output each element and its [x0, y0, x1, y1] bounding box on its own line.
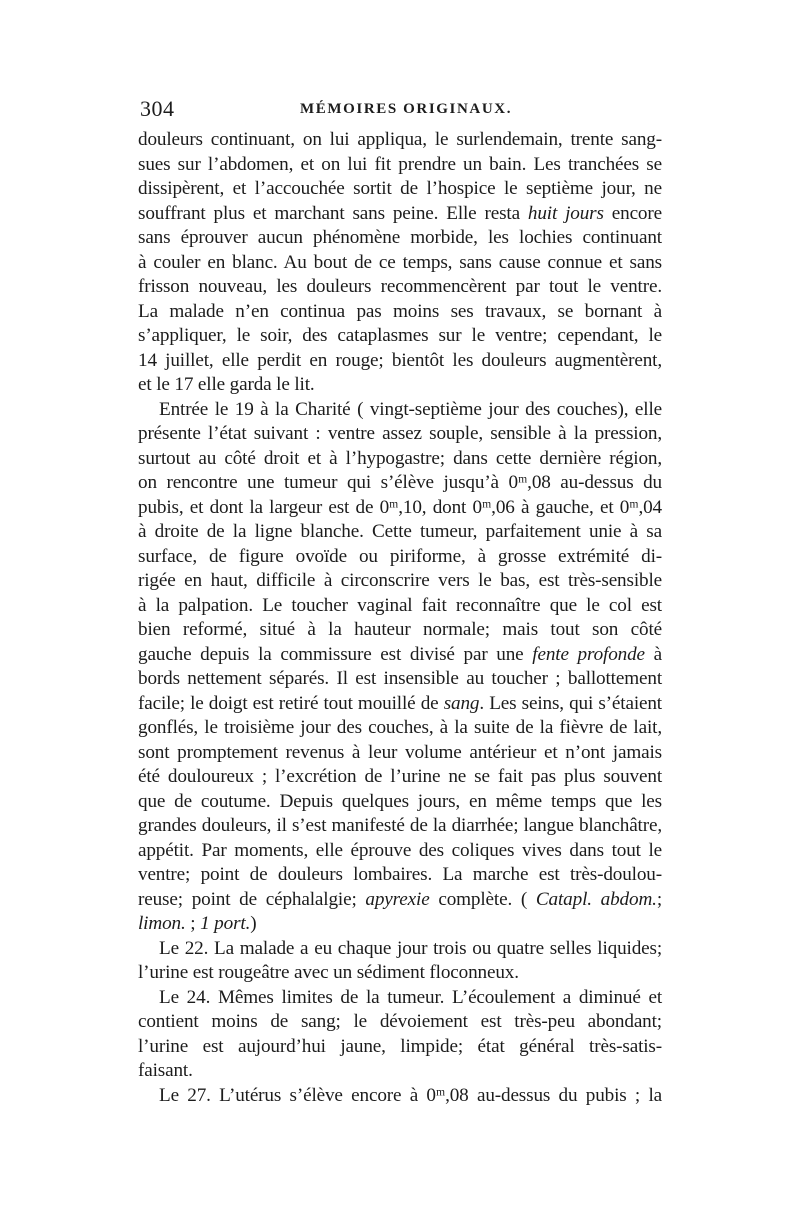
text-run: gonflés, le troisième jour des couches, à la suite de la fièvre de lait,: [138, 717, 662, 738]
text-line: [138, 863, 662, 888]
text-line: [138, 349, 662, 374]
text-line: [138, 496, 662, 521]
text-line: [138, 373, 662, 398]
text-line: [138, 594, 662, 619]
text-run: et le 17 elle garda le lit.: [138, 374, 315, 395]
text-line: [138, 520, 662, 545]
text-line: [138, 545, 662, 570]
text-line: [138, 618, 662, 643]
italic-text: sang: [443, 692, 480, 714]
italic-text: limon.: [138, 913, 186, 934]
body-text: [138, 128, 662, 1108]
text-line: [138, 1084, 662, 1109]
text-run: dissipèrent, et l’accouchée sortit de l’hospice le septième jour, ne: [138, 178, 662, 199]
page-number: 304: [140, 96, 175, 121]
text-run: été douloureux ; l’excrétion de l’urine ne se fait pas plus souvent: [138, 766, 662, 787]
text-run: appétit. Par moments, elle éprouve des coliques vives dans tout le: [138, 839, 662, 861]
text-run: grandes douleurs, il s’est manifesté de la diarrhée; langue blanchâtre,: [138, 815, 662, 836]
text-line: [138, 839, 662, 864]
text-run: souffrant plus et marchant sans peine. Elle resta: [138, 202, 528, 224]
italic-text: fente profonde: [532, 643, 645, 665]
text-line: [138, 912, 662, 937]
text-line: [138, 447, 662, 472]
text-line: [138, 153, 662, 178]
text-run: surface, de figure ovoïde ou piriforme, à grosse extrémité di-: [138, 545, 662, 567]
text-run: La malade n’en continua pas moins ses travaux, se bornant à: [138, 300, 662, 322]
text-line: [138, 692, 662, 717]
text-run: encore: [603, 202, 662, 224]
text-run: sues sur l’abdomen, et on lui fit prendre un bain. Les tranchées se: [138, 153, 662, 175]
text-line: [138, 324, 662, 349]
text-line: [138, 643, 662, 668]
text-line: [138, 667, 662, 692]
text-line: [138, 937, 662, 962]
text-line: [138, 1059, 662, 1084]
text-run: on rencontre une tumeur qui s’élève jusqu’à 0ᵐ,08 au-dessus du: [138, 472, 662, 493]
text-run: . Les seins, qui s’étaient: [479, 692, 662, 714]
text-line: [138, 251, 662, 276]
text-run: douleurs continuant, on lui appliqua, le surlendemain, trente sang-: [138, 129, 662, 150]
text-run: frisson nouveau, les douleurs recommencèrent par tout le ventre.: [138, 276, 662, 297]
text-run: 14 juillet, elle perdit en rouge; bientôt les douleurs augmentèrent,: [138, 349, 662, 371]
running-head: [140, 96, 662, 126]
text-run: l’urine est aujourd’hui jaune, limpide; état général très-satis-: [138, 1035, 662, 1057]
text-run: bords nettement séparés. Il est insensible au toucher ; ballottement: [138, 668, 662, 689]
text-run: rigée en haut, difficile à circonscrire vers le bas, est très-sensible: [138, 570, 662, 591]
text-line: [138, 300, 662, 325]
text-line: [138, 471, 662, 496]
text-line: [138, 422, 662, 447]
text-line: [138, 814, 662, 839]
text-run: faisant.: [138, 1060, 193, 1081]
text-run: à la palpation. Le toucher vaginal fait reconnaître que le col est: [138, 594, 662, 616]
running-title: MÉMOIRES ORIGINAUX.: [300, 101, 513, 117]
text-run: facile; le doigt est retiré tout mouillé de: [138, 692, 444, 714]
text-line: [138, 765, 662, 790]
text-line: [138, 888, 662, 913]
text-run: ;: [185, 913, 201, 934]
text-run: sont promptement revenus à leur volume antérieur et n’ont jamais: [138, 741, 662, 763]
italic-text: huit jours: [527, 202, 604, 224]
text-run: Le 22. La malade a eu chaque jour trois ou quatre selles liquides;: [159, 937, 662, 959]
text-run: à: [644, 643, 662, 665]
text-line: [138, 177, 662, 202]
text-run: reuse; point de céphalalgie;: [138, 888, 366, 910]
text-run: à droite de la ligne blanche. Cette tumeur, parfaitement unie à sa: [138, 521, 662, 542]
text-run: bien reformé, situé à la hauteur normale; mais tout son côté: [138, 619, 662, 640]
text-line: [138, 275, 662, 300]
text-line: [138, 986, 662, 1011]
italic-text: apyrexie: [365, 888, 430, 910]
text-run: s’appliquer, le soir, des cataplasmes sur le ventre; cependant, le: [138, 325, 662, 346]
text-run: ;: [656, 888, 662, 910]
text-run: à couler en blanc. Au bout de ce temps, sans cause connue et sans: [138, 251, 662, 273]
text-line: [138, 741, 662, 766]
text-line: [138, 716, 662, 741]
text-run: Le 27. L’utérus s’élève encore à 0ᵐ,08 au-dessus du pubis ; la: [159, 1084, 662, 1106]
text-run: surtout au côté droit et à l’hypogastre; dans cette dernière région,: [138, 447, 662, 469]
text-run: complète. (: [429, 888, 536, 910]
text-run: présente l’état suivant : ventre assez souple, sensible à la pression,: [138, 423, 662, 444]
text-run: que de coutume. Depuis quelques jours, en même temps que les: [138, 790, 662, 812]
text-line: [138, 202, 662, 227]
text-line: [138, 569, 662, 594]
text-run: sans éprouver aucun phénomène morbide, les lochies continuant: [138, 227, 662, 248]
text-run: gauche depuis la commissure est divisé par une: [138, 643, 533, 665]
text-run: contient moins de sang; le dévoiement est très-peu abondant;: [138, 1011, 662, 1032]
text-run: Entrée le 19 à la Charité ( vingt-septième jour des couches), elle: [159, 398, 662, 420]
text-run: pubis, et dont la largeur est de 0ᵐ,10, dont 0ᵐ,06 à gauche, et 0ᵐ,04: [138, 496, 662, 518]
text-run: ): [250, 913, 257, 934]
text-line: [138, 1035, 662, 1060]
italic-text: Catapl. abdom.: [535, 888, 657, 910]
text-line: [138, 961, 662, 986]
italic-text: 1 port.: [200, 913, 251, 934]
text-line: [138, 226, 662, 251]
text-run: l’urine est rougeâtre avec un sédiment floconneux.: [138, 962, 519, 983]
text-line: [138, 398, 662, 423]
text-line: [138, 790, 662, 815]
text-line: [138, 1010, 662, 1035]
text-line: [138, 128, 662, 153]
text-run: ventre; point de douleurs lombaires. La marche est très-doulou-: [138, 864, 662, 885]
text-run: Le 24. Mêmes limites de la tumeur. L’écoulement a diminué et: [159, 986, 662, 1008]
